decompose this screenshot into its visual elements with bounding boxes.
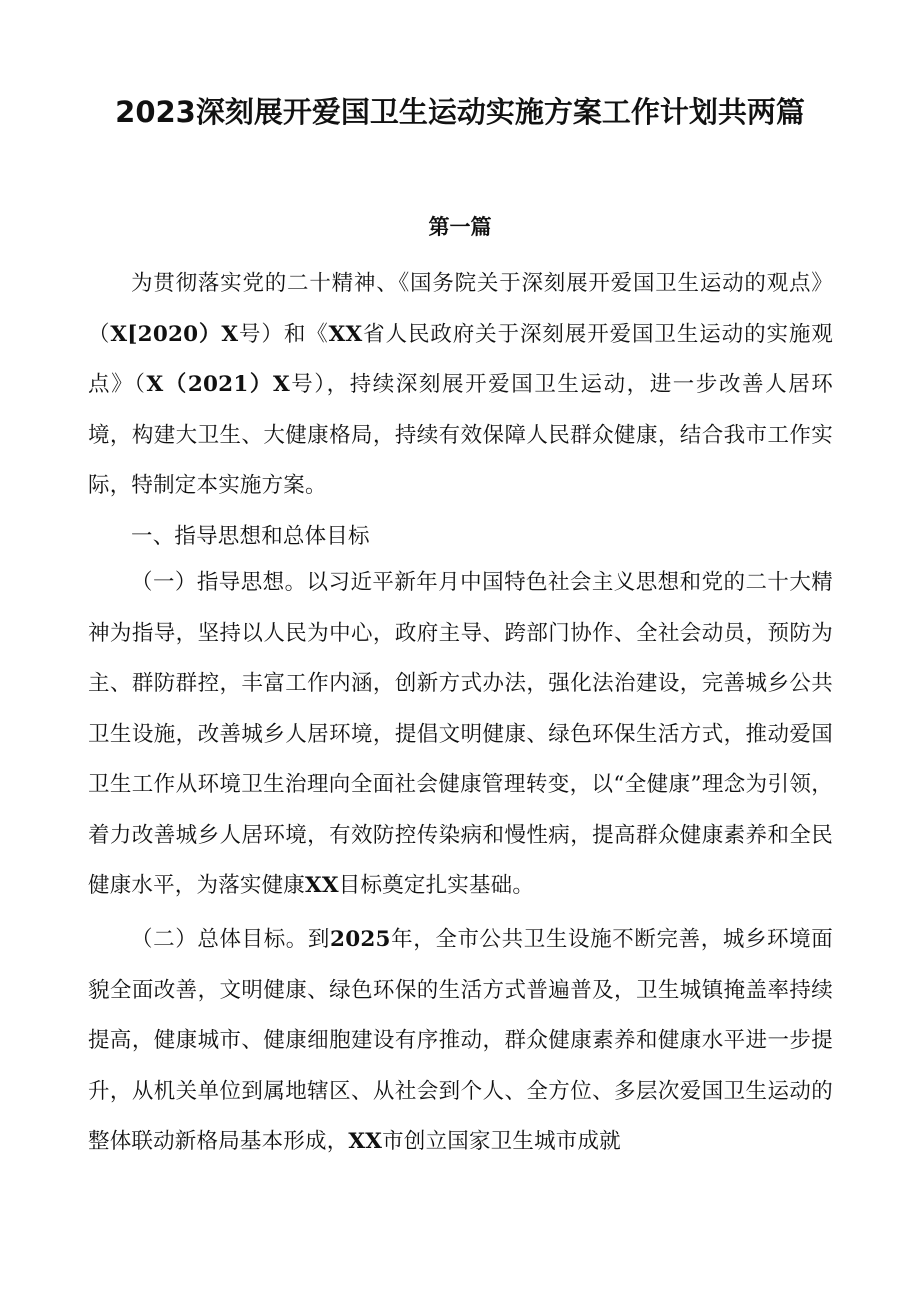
overall-city-name: XX [348, 1129, 383, 1154]
intro-text-4: 号），持续深刻展开爱国卫生运动，进一步改善人居环境，构建大卫生、大健康格局，持续有效保障人民群众健康，结合我市工作实际，特制定本实施方案。 [88, 372, 833, 498]
intro-province-name: XX [328, 321, 363, 347]
intro-doc-number-1: X[2020）X [110, 321, 239, 347]
section-one-heading: 一、指导思想和总体目标 [131, 524, 370, 549]
part-heading: 第一篇 [428, 215, 492, 239]
intro-text-1: 为贯彻落实党的二十精神、《国务院关于深刻展开爱国卫生运动的观点》（ [88, 271, 833, 347]
intro-text-2: 号）和《 [238, 321, 329, 347]
document-title: 2023深刻展开爱国卫生运动实施方案工作计划共两篇 [115, 95, 805, 129]
overall-text-2: 年，全市公共卫生设施不断完善，城乡环境面貌全面改善，文明健康、绿色环保的生活方式普遍普及，卫生城镇掩盖率持续提高，健康城市、健康细胞建设有序推动，群众健康素养和健康水平进一步提升，从机关单位到属地辖区、从社会到个人、全方位、多层次爱国卫生运动的整体联动新格局基本形成， [88, 927, 833, 1154]
intro-doc-number-2: X（2021）X [146, 372, 290, 397]
intro-text-3: 省人民政府关于深刻展开爱国卫生运动的实施观点》（ [88, 321, 833, 397]
overall-year: 2025 [330, 927, 391, 952]
overall-goal-paragraph [88, 915, 833, 1168]
guiding-placeholder-name: XX [305, 873, 339, 898]
guiding-text-1: （一）指导思想。以习近平新年月中国特色社会主义思想和党的二十大精神为指导，坚持以人民为中心，政府主导、跨部门协作、全社会动员，预防为主、群防群控，丰富工作内涵，创新方式办法，强化法治建设，完善城乡公共卫生设施，改善城乡人居环境，提倡文明健康、绿色环保生活方式，推动爱国卫生工作从环境卫生治理向全面社会健康管理转变，以“全健康”理念为引领，着力改善城乡人居环境，有效防控传染病和慢性病，提高群众健康素养和全民健康水平，为落实健康 [88, 570, 833, 898]
guiding-ideology-paragraph [88, 558, 833, 912]
guiding-text-2: 目标奠定扎实基础。 [338, 873, 535, 898]
overall-text-1: （二）总体目标。到 [131, 927, 331, 952]
intro-paragraph [88, 259, 833, 512]
overall-text-3: 市创立国家卫生城市成就 [382, 1129, 621, 1154]
